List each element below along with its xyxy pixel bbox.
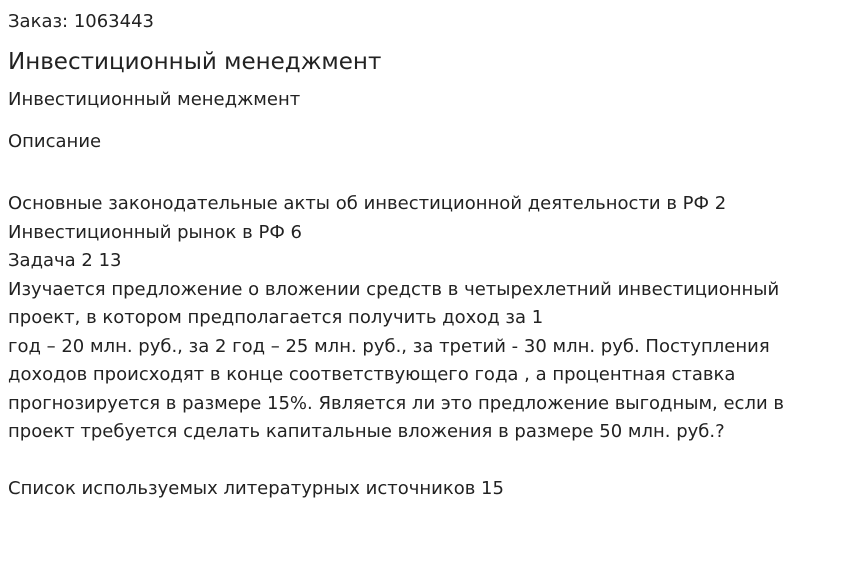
toc-item-market: Инвестиционный рынок в РФ 6 [8, 221, 302, 243]
task-text-line: прогнозируется в размере 15%. Является ли это предложение выгодным, если в [8, 392, 784, 414]
task-text-line: год – 20 млн. руб., за 2 год – 25 млн. руб., за третий - 30 млн. руб. Поступления [8, 335, 770, 357]
task-text-line: проект, в котором предполагается получить доход за 1 [8, 307, 544, 328]
task-text-line: проект требуется сделать капитальные вложения в размере 50 млн. руб.? [8, 421, 725, 442]
order-number: Заказ: 1063443 [8, 11, 154, 32]
toc-item-references: Список используемых литературных источников 15 [8, 478, 504, 499]
page-subtitle: Инвестиционный менеджмент [8, 89, 301, 110]
description-heading: Описание [8, 131, 102, 152]
toc-item-task: Задача 2 13 [8, 250, 122, 271]
task-text-line: Изучается предложение о вложении средств в четырехлетний инвестиционный [8, 278, 780, 300]
toc-item-legislation: Основные законодательные акты об инвестиционной деятельности в РФ 2 [8, 193, 727, 214]
description-content [8, 190, 839, 504]
task-text-line: доходов происходят в конце соответствующего года , а процентная ставка [8, 364, 736, 385]
paragraph-gap [8, 447, 839, 476]
page-title: Инвестиционный менеджмент [8, 49, 382, 75]
